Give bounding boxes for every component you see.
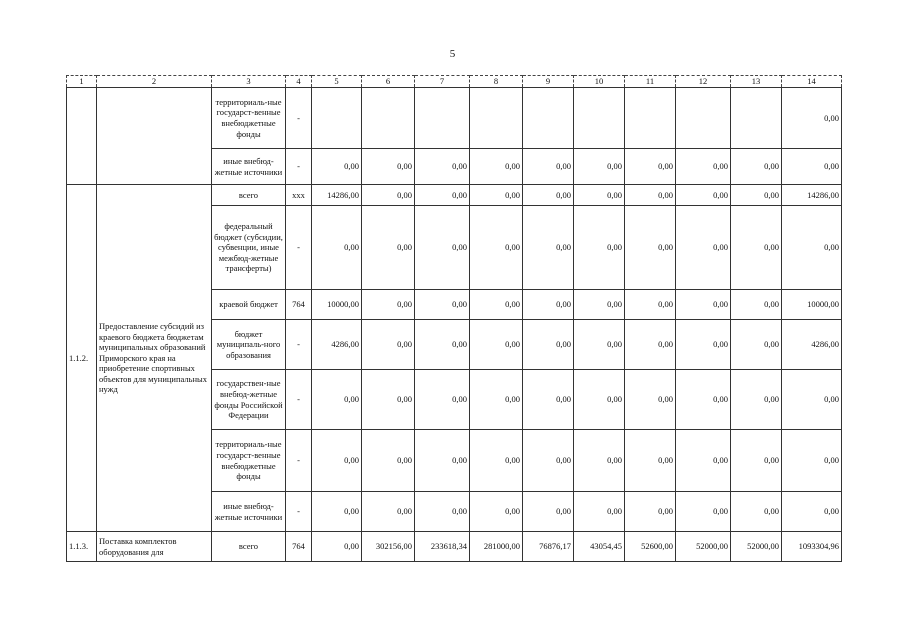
column-number-11: 11 (625, 76, 676, 88)
value-col-13: 0,00 (731, 370, 782, 430)
value-col-12: 0,00 (676, 320, 731, 370)
column-number-7: 7 (415, 76, 470, 88)
value-col-13: 0,00 (731, 185, 782, 206)
value-col-14: 0,00 (782, 370, 842, 430)
funding-source: иные внебюд-жетные источники (212, 492, 286, 532)
value-col-9: 0,00 (523, 370, 574, 430)
value-col-9: 0,00 (523, 430, 574, 492)
value-col-8: 0,00 (470, 149, 523, 185)
grbs-code: - (286, 88, 312, 149)
page-number: 5 (449, 48, 456, 60)
value-col-13: 0,00 (731, 492, 782, 532)
grbs-code: xxx (286, 185, 312, 206)
funding-source: государствен-ные внебюд-жетные фонды Российской Федерации (212, 370, 286, 430)
value-col-12: 0,00 (676, 149, 731, 185)
value-col-6: 0,00 (362, 206, 415, 290)
value-col-10 (574, 88, 625, 149)
value-col-5: 14286,00 (312, 185, 362, 206)
value-col-10: 0,00 (574, 290, 625, 320)
value-col-7: 0,00 (415, 370, 470, 430)
value-col-10: 43054,45 (574, 532, 625, 562)
value-col-10: 0,00 (574, 206, 625, 290)
item-code: 1.1.2. (67, 185, 97, 532)
value-col-7: 0,00 (415, 320, 470, 370)
value-col-5: 0,00 (312, 206, 362, 290)
value-col-13: 52000,00 (731, 532, 782, 562)
funding-source: федеральный бюджет (субсидии, субвенции, иные межбюд-жетные трансферты) (212, 206, 286, 290)
value-col-12: 0,00 (676, 492, 731, 532)
value-col-9: 0,00 (523, 290, 574, 320)
value-col-14: 0,00 (782, 88, 842, 149)
value-col-12: 0,00 (676, 185, 731, 206)
value-col-5: 0,00 (312, 149, 362, 185)
value-col-8: 0,00 (470, 206, 523, 290)
column-number-12: 12 (676, 76, 731, 88)
grbs-code: 764 (286, 290, 312, 320)
value-col-6: 0,00 (362, 492, 415, 532)
value-col-5 (312, 88, 362, 149)
value-col-12: 0,00 (676, 206, 731, 290)
column-number-6: 6 (362, 76, 415, 88)
value-col-11: 0,00 (625, 320, 676, 370)
value-col-13: 0,00 (731, 320, 782, 370)
value-col-14: 10000,00 (782, 290, 842, 320)
value-col-5: 0,00 (312, 370, 362, 430)
value-col-5: 0,00 (312, 492, 362, 532)
value-col-11: 0,00 (625, 206, 676, 290)
value-col-8: 0,00 (470, 370, 523, 430)
value-col-11: 0,00 (625, 370, 676, 430)
value-col-7: 0,00 (415, 430, 470, 492)
value-col-8: 281000,00 (470, 532, 523, 562)
value-col-9 (523, 88, 574, 149)
value-col-7: 0,00 (415, 290, 470, 320)
value-col-12: 52000,00 (676, 532, 731, 562)
value-col-11 (625, 88, 676, 149)
value-col-6: 0,00 (362, 320, 415, 370)
value-col-14: 0,00 (782, 492, 842, 532)
item-name: Поставка комплектов оборудования для (97, 532, 212, 562)
grbs-code: - (286, 492, 312, 532)
column-number-2: 2 (97, 76, 212, 88)
value-col-8: 0,00 (470, 430, 523, 492)
item-name (97, 88, 212, 185)
funding-source: всего (212, 532, 286, 562)
table-row (67, 532, 842, 562)
item-code (67, 88, 97, 185)
column-number-3: 3 (212, 76, 286, 88)
value-col-6: 0,00 (362, 370, 415, 430)
value-col-10: 0,00 (574, 370, 625, 430)
value-col-10: 0,00 (574, 149, 625, 185)
value-col-12: 0,00 (676, 370, 731, 430)
value-col-10: 0,00 (574, 185, 625, 206)
table-row (67, 185, 842, 206)
value-col-5: 0,00 (312, 532, 362, 562)
grbs-code: - (286, 430, 312, 492)
value-col-8: 0,00 (470, 320, 523, 370)
value-col-13: 0,00 (731, 290, 782, 320)
value-col-10: 0,00 (574, 430, 625, 492)
value-col-11: 0,00 (625, 149, 676, 185)
value-col-8: 0,00 (470, 185, 523, 206)
value-col-11: 0,00 (625, 185, 676, 206)
budget-table (66, 75, 842, 562)
value-col-13: 0,00 (731, 149, 782, 185)
value-col-7: 0,00 (415, 206, 470, 290)
value-col-7: 0,00 (415, 149, 470, 185)
value-col-6: 0,00 (362, 185, 415, 206)
value-col-7 (415, 88, 470, 149)
column-number-14: 14 (782, 76, 842, 88)
value-col-11: 0,00 (625, 492, 676, 532)
value-col-8: 0,00 (470, 290, 523, 320)
value-col-11: 0,00 (625, 430, 676, 492)
item-code: 1.1.3. (67, 532, 97, 562)
value-col-9: 0,00 (523, 149, 574, 185)
value-col-13: 0,00 (731, 206, 782, 290)
value-col-10: 0,00 (574, 492, 625, 532)
value-col-7: 0,00 (415, 492, 470, 532)
grbs-code: - (286, 149, 312, 185)
column-number-5: 5 (312, 76, 362, 88)
value-col-6 (362, 88, 415, 149)
value-col-5: 4286,00 (312, 320, 362, 370)
grbs-code: - (286, 206, 312, 290)
funding-source: краевой бюджет (212, 290, 286, 320)
value-col-12: 0,00 (676, 430, 731, 492)
funding-source: территориаль-ные государст-венные внебюджетные фонды (212, 88, 286, 149)
value-col-9: 0,00 (523, 185, 574, 206)
value-col-11: 0,00 (625, 290, 676, 320)
value-col-14: 0,00 (782, 149, 842, 185)
value-col-13: 0,00 (731, 430, 782, 492)
value-col-6: 302156,00 (362, 532, 415, 562)
value-col-12: 0,00 (676, 290, 731, 320)
column-number-10: 10 (574, 76, 625, 88)
funding-source: бюджет муниципаль-ного образования (212, 320, 286, 370)
column-number-8: 8 (470, 76, 523, 88)
column-number-9: 9 (523, 76, 574, 88)
value-col-7: 233618,34 (415, 532, 470, 562)
column-number-1: 1 (67, 76, 97, 88)
value-col-13 (731, 88, 782, 149)
value-col-9: 0,00 (523, 492, 574, 532)
value-col-6: 0,00 (362, 290, 415, 320)
value-col-14: 14286,00 (782, 185, 842, 206)
funding-source: всего (212, 185, 286, 206)
table-row (67, 88, 842, 149)
value-col-9: 76876,17 (523, 532, 574, 562)
column-number-header (67, 76, 842, 88)
value-col-9: 0,00 (523, 320, 574, 370)
value-col-14: 1093304,96 (782, 532, 842, 562)
column-number-13: 13 (731, 76, 782, 88)
value-col-7: 0,00 (415, 185, 470, 206)
value-col-8: 0,00 (470, 492, 523, 532)
value-col-10: 0,00 (574, 320, 625, 370)
value-col-14: 0,00 (782, 206, 842, 290)
item-name: Предоставление субсидий из краевого бюджета бюджетам муниципальных образований Приморского края на приобретение спортивных объектов для муниципальных нужд (97, 185, 212, 532)
funding-source: иные внебюд-жетные источники (212, 149, 286, 185)
column-number-4: 4 (286, 76, 312, 88)
value-col-14: 4286,00 (782, 320, 842, 370)
value-col-11: 52600,00 (625, 532, 676, 562)
value-col-8 (470, 88, 523, 149)
grbs-code: - (286, 370, 312, 430)
value-col-5: 10000,00 (312, 290, 362, 320)
value-col-6: 0,00 (362, 149, 415, 185)
value-col-5: 0,00 (312, 430, 362, 492)
value-col-12 (676, 88, 731, 149)
value-col-9: 0,00 (523, 206, 574, 290)
grbs-code: 764 (286, 532, 312, 562)
value-col-14: 0,00 (782, 430, 842, 492)
funding-source: территориаль-ные государст-венные внебюджетные фонды (212, 430, 286, 492)
grbs-code: - (286, 320, 312, 370)
value-col-6: 0,00 (362, 430, 415, 492)
